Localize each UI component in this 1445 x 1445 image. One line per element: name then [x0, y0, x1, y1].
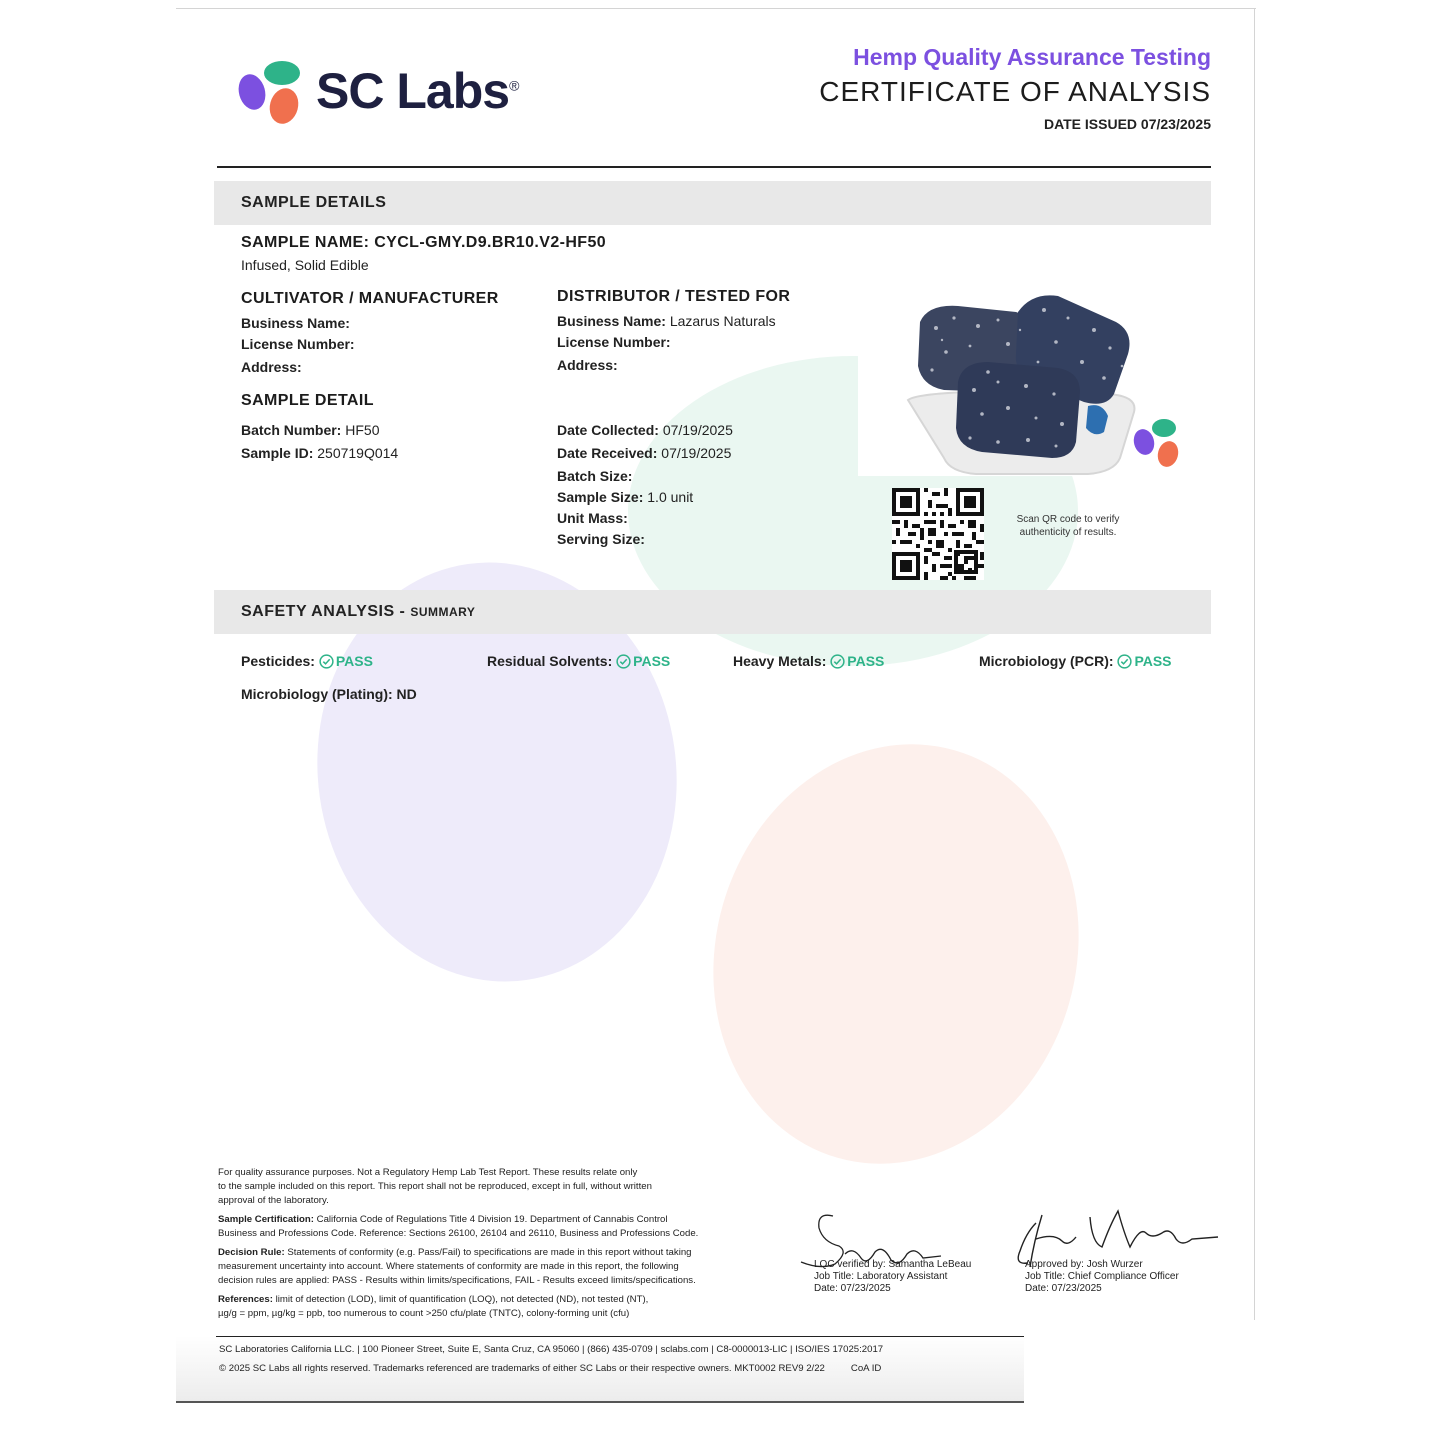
serving-size: Serving Size: [557, 531, 645, 547]
signature-left-date: Date: 07/23/2025 [814, 1283, 891, 1294]
report-title: CERTIFICATE OF ANALYSIS [819, 76, 1211, 107]
footer-address: SC Laboratories California LLC. | 100 Pioneer Street, Suite E, Santa Cruz, CA 95060 | (866) 435-0709 | sclabs.com | C8-0000013-LIC | ISO/IES 17025:2017 [219, 1344, 884, 1355]
signature-right-block [1025, 1259, 1179, 1295]
coa-id-label: CoA ID [850, 1363, 882, 1374]
qr-code[interactable] [892, 488, 984, 580]
page-border-bottom [176, 1401, 1024, 1403]
certification-line-1: Sample Certification: California Code of Regulations Title 4 Division 19. Department of Cannabis Control [218, 1214, 668, 1225]
signature-right-approved: Approved by: Josh Wurzer [1025, 1259, 1143, 1270]
qa-line-3: approval of the laboratory. [218, 1195, 329, 1206]
check-circle-icon [319, 654, 334, 669]
safety-analysis-title: SAFETY ANALYSIS - SUMMARY [241, 603, 476, 620]
cultivator-title: CULTIVATOR / MANUFACTURER [241, 290, 499, 307]
cultivator-license-number: License Number: [241, 336, 355, 352]
qa-line-2: to the sample included on this report. This report shall not be reproduced, except in full, without written [218, 1181, 652, 1192]
residual-solvents-result: Residual Solvents: PASS [487, 653, 671, 669]
disclaimer-block [218, 1166, 778, 1321]
sample-size: Sample Size: 1.0 unit [557, 489, 694, 505]
sample-name: SAMPLE NAME: CYCL-GMY.D9.BR10.V2-HF50 [241, 234, 607, 251]
sample-details-title: SAMPLE DETAILS [241, 194, 387, 211]
sample-id: Sample ID: 250719Q014 [241, 445, 399, 461]
batch-number: Batch Number: HF50 [241, 422, 380, 438]
cultivator-business-name: Business Name: [241, 315, 350, 331]
distributor-title: DISTRIBUTOR / TESTED FOR [557, 288, 791, 305]
distributor-license-number: License Number: [557, 334, 671, 350]
check-circle-icon [1117, 654, 1132, 669]
cultivator-address: Address: [241, 359, 302, 375]
header-divider [217, 166, 1211, 168]
brand-name: SC Labs® [316, 63, 519, 119]
decision-rule-line-2: measurement uncertainty into account. Where statements of conformity are made in this report, the following [218, 1261, 679, 1272]
report-type: Hemp Quality Assurance Testing [853, 44, 1211, 70]
signature-left-block [814, 1259, 971, 1295]
date-received: Date Received: 07/19/2025 [557, 445, 732, 461]
watermark-orange-blob [665, 701, 1128, 1208]
microbiology-plating-result: Microbiology (Plating): ND [241, 686, 417, 702]
signature-right-date: Date: 07/23/2025 [1025, 1283, 1102, 1294]
date-collected: Date Collected: 07/19/2025 [557, 422, 733, 438]
check-circle-icon [830, 654, 845, 669]
sample-details-bar [214, 181, 1211, 225]
sample-detail-title: SAMPLE DETAIL [241, 392, 374, 409]
heavy-metals-result: Heavy Metals: PASS [733, 653, 885, 669]
sc-labs-logo-icon [236, 58, 304, 128]
footer-copyright: © 2025 SC Labs all rights reserved. Trademarks referenced are trademarks of either SC Labs or their respective owners. MKT0002 REV9 2/22 CoA ID [219, 1363, 882, 1374]
references-line-2: µg/g = ppm, µg/kg = ppb, too numerous to count >250 cfu/plate (TNTC), colony-forming unit (cfu) [218, 1308, 630, 1319]
product-photo [858, 282, 1188, 476]
signature-right-title: Job Title: Chief Compliance Officer [1025, 1271, 1179, 1282]
batch-size: Batch Size: [557, 468, 633, 484]
page-border-top [176, 8, 1256, 9]
unit-mass: Unit Mass: [557, 510, 628, 526]
check-circle-icon [616, 654, 631, 669]
microbiology-pcr-result: Microbiology (PCR): PASS [979, 653, 1172, 669]
qr-caption: Scan QR code to verify authenticity of results. [1016, 514, 1120, 538]
references-line-1: References: limit of detection (LOD), limit of quantification (LOQ), not detected (ND), not tested (NT), [218, 1294, 649, 1305]
footer-divider [216, 1336, 1024, 1337]
pesticides-result: Pesticides: PASS [241, 653, 373, 669]
qa-line-1: For quality assurance purposes. Not a Regulatory Hemp Lab Test Report. These results relate only [218, 1167, 638, 1178]
safety-analysis-bar [214, 590, 1211, 634]
page-border-right [1254, 8, 1255, 1320]
signature-left-verified: LQC verified by: Samantha LeBeau [814, 1259, 972, 1270]
sample-type: Infused, Solid Edible [241, 257, 369, 273]
date-issued: DATE ISSUED 07/23/2025 [1043, 116, 1211, 132]
decision-rule-line-3: decision rules are applied: PASS - Results within limits/specifications, FAIL - Results exceed limits/specifications. [218, 1275, 696, 1286]
signature-left-title: Job Title: Laboratory Assistant [814, 1271, 948, 1282]
decision-rule-line-1: Decision Rule: Statements of conformity (e.g. Pass/Fail) to specifications are made in this report without taking [218, 1247, 692, 1258]
certification-line-2: Business and Professions Code. Reference: Sections 26100, 26104 and 26110, Business and Professions Code. [218, 1228, 699, 1239]
distributor-business-name: Business Name: Lazarus Naturals [557, 313, 776, 329]
distributor-address: Address: [557, 357, 618, 373]
